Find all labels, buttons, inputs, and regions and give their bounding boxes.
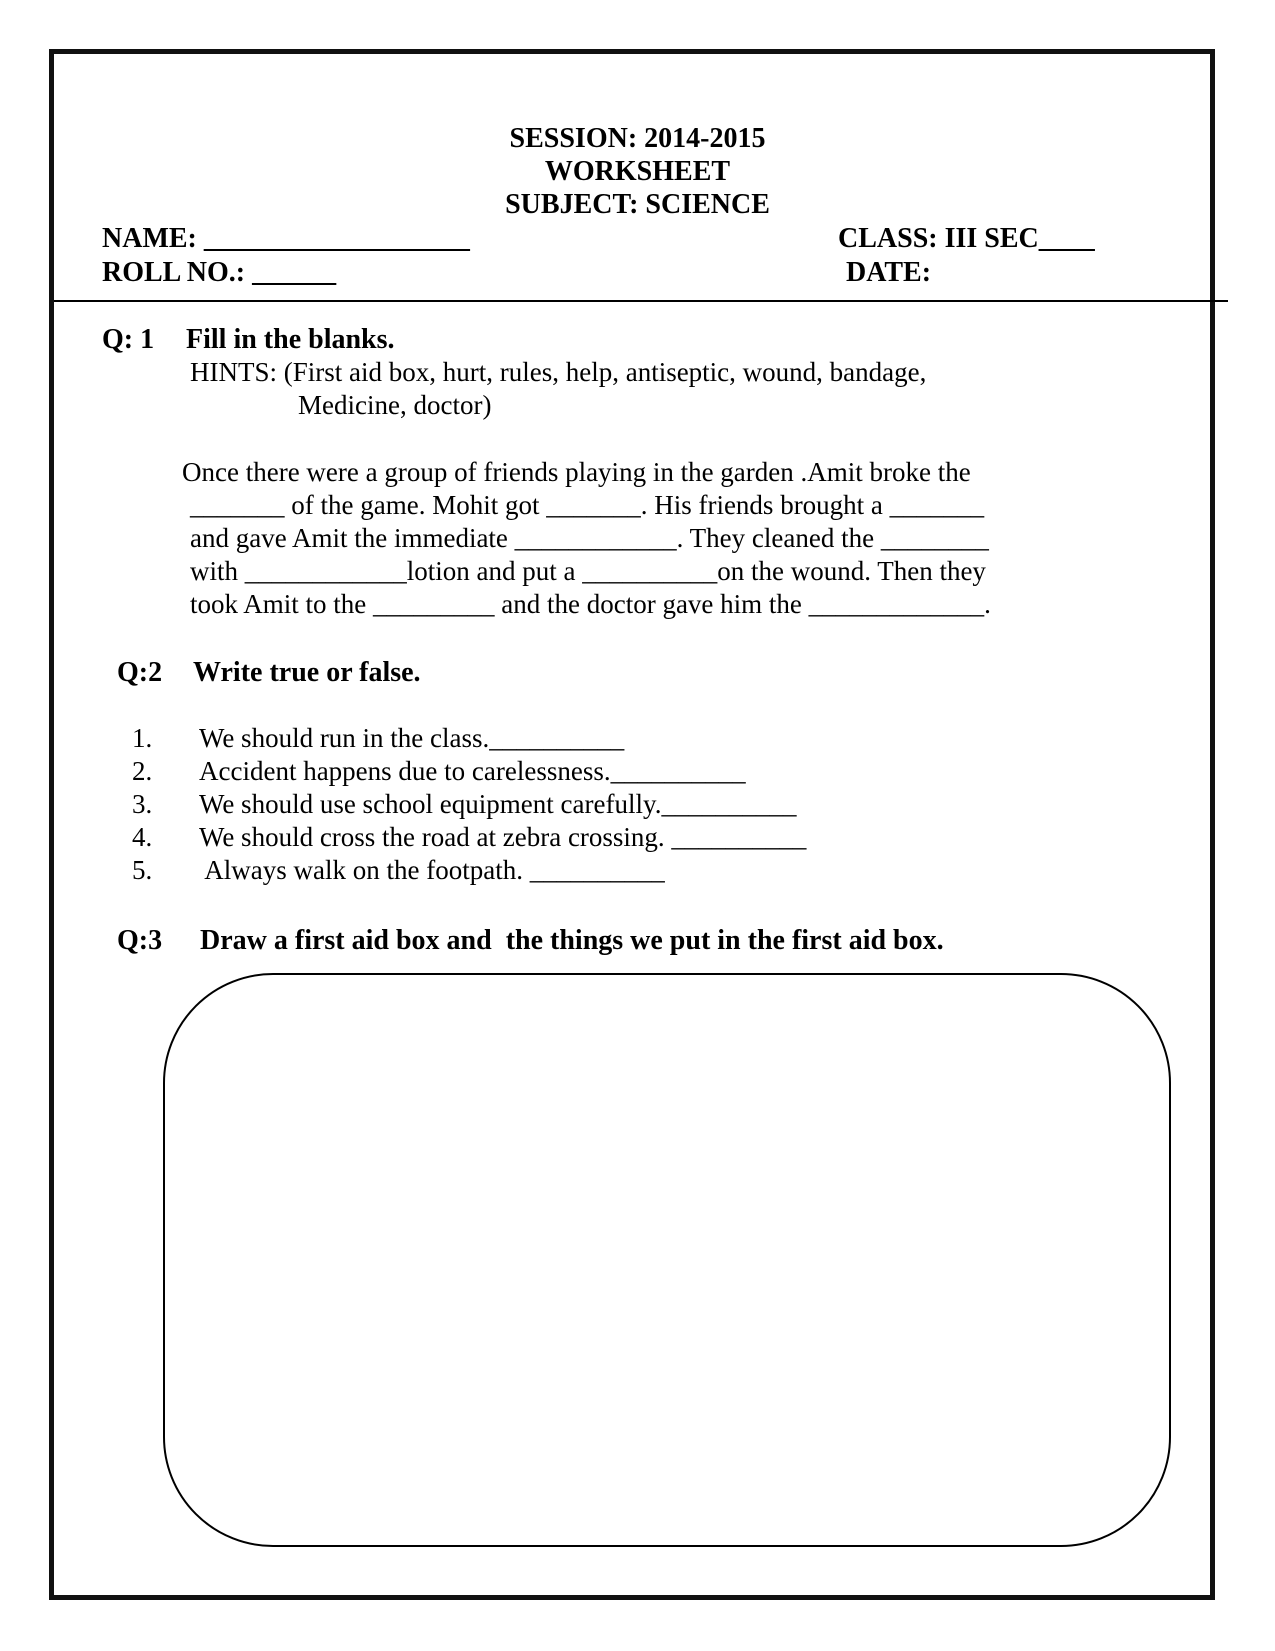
q2-number: Q:2 — [117, 657, 163, 688]
q2-item-number: 4. — [132, 822, 153, 852]
q1-number: Q: 1 — [102, 324, 155, 355]
class-section-field[interactable]: CLASS: III SEC____ — [838, 223, 1095, 254]
worksheet-heading: WORKSHEET — [544, 156, 731, 187]
q2-item-text: Always walk on the footpath. __________ — [199, 855, 665, 885]
q2-item-number: 1. — [132, 723, 153, 753]
q1-passage-line: took Amit to the _________ and the doctor gave him the _____________. — [190, 589, 991, 619]
q2-item-number: 2. — [132, 756, 153, 786]
q1-hints-line-2: Medicine, doctor) — [298, 390, 492, 420]
q2-item-text: Accident happens due to carelessness.__________ — [199, 756, 746, 786]
q1-passage-line: _______ of the game. Mohit got _______. His friends brought a _______ — [190, 490, 985, 520]
header-divider — [54, 300, 1228, 302]
q1-passage-line: Once there were a group of friends playing in the garden .Amit broke the — [182, 457, 971, 487]
name-field[interactable]: NAME: ___________________ — [102, 223, 470, 254]
roll-no-field[interactable]: ROLL NO.: ______ — [102, 257, 337, 288]
q2-item-text: We should use school equipment carefully.__________ — [199, 789, 797, 819]
q2-title: Write true or false. — [193, 657, 421, 688]
date-field[interactable]: DATE: — [846, 257, 932, 288]
q2-item-number: 3. — [132, 789, 153, 819]
subject-heading: SUBJECT: SCIENCE — [505, 189, 770, 220]
q1-hints-line-1: HINTS: (First aid box, hurt, rules, help, antiseptic, wound, bandage, — [190, 357, 927, 387]
session-heading: SESSION: 2014-2015 — [509, 123, 766, 154]
q2-item-text: We should run in the class.__________ — [199, 723, 625, 753]
q1-title: Fill in the blanks. — [186, 324, 395, 355]
q1-passage-line: and gave Amit the immediate ____________. They cleaned the ________ — [190, 523, 989, 553]
q3-number: Q:3 — [117, 925, 163, 956]
q1-passage-line: with ____________lotion and put a __________on the wound. Then they — [190, 556, 986, 586]
drawing-area[interactable] — [163, 973, 1171, 1547]
q3-title: Draw a first aid box and the things we put in the first aid box. — [200, 925, 944, 956]
q2-item-number: 5. — [132, 855, 153, 885]
q2-item-text: We should cross the road at zebra crossing. __________ — [199, 822, 807, 852]
